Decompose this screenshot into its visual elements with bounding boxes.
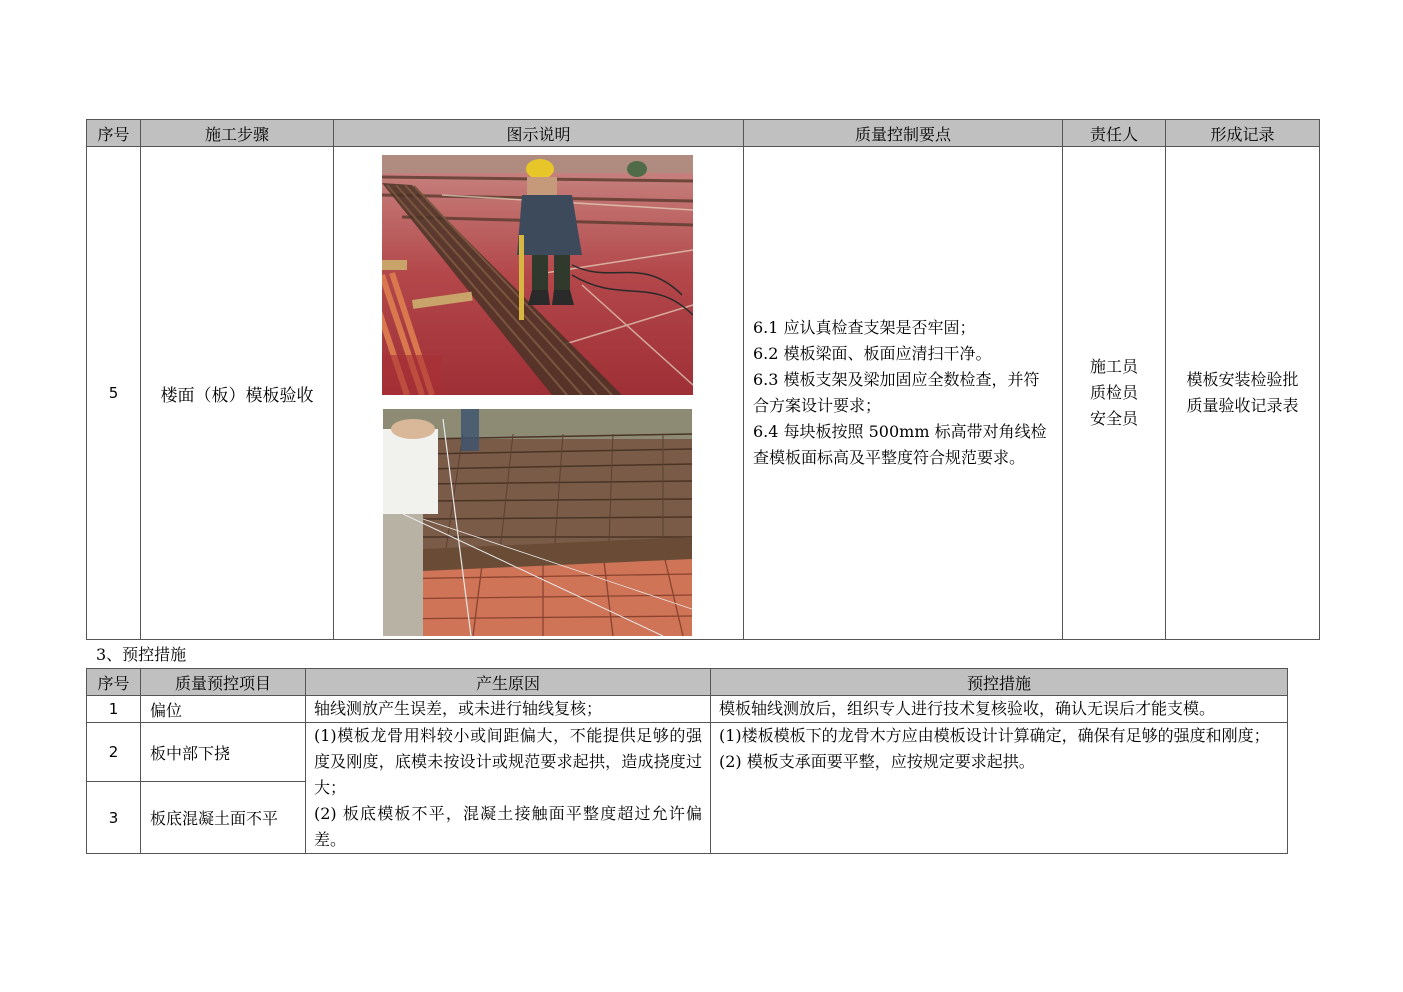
header-responsible: 责任人 — [1063, 120, 1166, 147]
row-seq: 2 — [87, 723, 141, 782]
cause-line: (2) 板底模板不平，混凝土接触面平整度超过允许偏差。 — [314, 804, 702, 849]
header-illustration: 图示说明 — [334, 120, 744, 147]
cause-line: (1)模板龙骨用料较小或间距偏大，不能提供足够的强度及刚度，底模未按设计或规范要求起拱，造成挠度过大； — [314, 726, 702, 797]
row-measure: 模板轴线测放后，组织专人进行技术复核验收，确认无误后才能支模。 — [711, 696, 1288, 723]
records-cell — [1166, 147, 1320, 640]
quality-point: 6.1 应认真检查支架是否牢固； — [753, 318, 976, 337]
table-header-row — [87, 120, 1320, 147]
merged-cause-cell — [306, 723, 711, 854]
construction-step-table — [86, 119, 1320, 640]
header-measure: 预控措施 — [711, 669, 1288, 696]
responsible-person: 安全员 — [1089, 409, 1138, 428]
elevation-check-photo — [383, 409, 692, 636]
row-seq: 3 — [87, 782, 141, 854]
record-line: 模板安装检验批 — [1186, 370, 1299, 389]
merged-measure-cell — [711, 723, 1288, 854]
responsible-person: 质检员 — [1089, 383, 1138, 402]
header-quality-points: 质量控制要点 — [744, 120, 1063, 147]
row-item: 板底混凝土面不平 — [141, 782, 306, 854]
measure-line: (2) 模板支承面要平整，应按规定要求起拱。 — [719, 752, 1035, 771]
responsible-cell — [1063, 147, 1166, 640]
quality-points-cell — [744, 147, 1063, 640]
illustration-cell — [334, 147, 744, 640]
row-item: 偏位 — [141, 696, 306, 723]
row-cause: 轴线测放产生误差，或未进行轴线复核； — [306, 696, 711, 723]
record-line: 质量验收记录表 — [1186, 396, 1299, 415]
table-row — [87, 723, 1288, 782]
row-step: 楼面（板）模板验收 — [141, 147, 334, 640]
header-step: 施工步骤 — [141, 120, 334, 147]
row-seq: 5 — [87, 147, 141, 640]
header-seq: 序号 — [87, 669, 141, 696]
quality-point: 6.2 模板梁面、板面应清扫干净。 — [753, 344, 992, 363]
measure-line: (1)楼板模板下的龙骨木方应由模板设计计算确定，确保有足够的强度和刚度； — [719, 726, 1270, 745]
header-control-item: 质量预控项目 — [141, 669, 306, 696]
row-seq: 1 — [87, 696, 141, 723]
header-seq: 序号 — [87, 120, 141, 147]
table-row — [87, 147, 1320, 640]
row-item: 板中部下挠 — [141, 723, 306, 782]
formwork-inspection-photo — [382, 155, 693, 395]
section-caption: 3、预控措施 — [96, 645, 187, 664]
header-cause: 产生原因 — [306, 669, 711, 696]
responsible-person: 施工员 — [1089, 357, 1138, 376]
quality-point: 6.4 每块板按照 500mm 标高带对角线检查模板面标高及平整度符合规范要求。 — [753, 422, 1047, 467]
header-records: 形成记录 — [1166, 120, 1320, 147]
table-header-row — [87, 669, 1288, 696]
table-row — [87, 696, 1288, 723]
prevention-measures-table — [86, 668, 1288, 854]
quality-point: 6.3 模板支架及梁加固应全数检查，并符合方案设计要求； — [753, 370, 1040, 415]
